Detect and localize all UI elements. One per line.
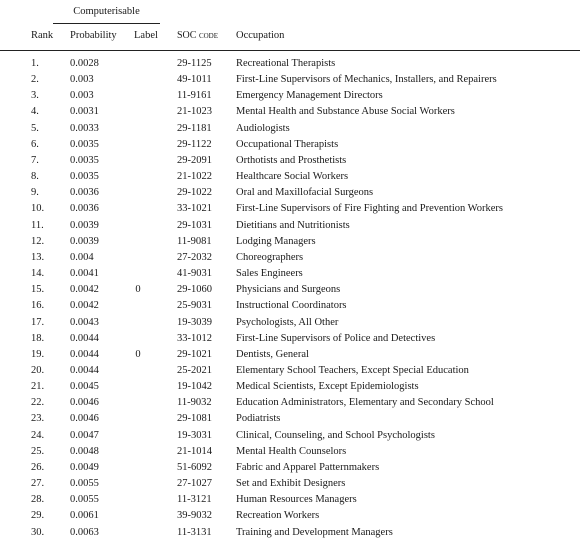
- soc-code-cell: 29-1022: [177, 187, 212, 199]
- table-row: [0, 137, 580, 153]
- occupation-cell: Fabric and Apparel Patternmakers: [236, 461, 380, 473]
- probability-cell: 0.003: [70, 90, 94, 102]
- probability-cell: 0.0055: [70, 478, 99, 490]
- probability-cell: 0.0036: [70, 187, 99, 199]
- occupation-cell: Medical Scientists, Except Epidemiologists: [236, 381, 419, 393]
- rank-cell: 22.: [31, 397, 45, 409]
- occupation-cell: Elementary School Teachers, Except Special Education: [236, 364, 469, 376]
- probability-cell: 0.0046: [70, 397, 99, 409]
- occupation-cell: Occupational Therapists: [236, 138, 339, 150]
- soc-code-cell: 41-9031: [177, 268, 212, 280]
- occupation-cell: Oral and Maxillofacial Surgeons: [236, 187, 374, 199]
- rank-cell: 15.: [31, 284, 45, 296]
- probability-cell: 0.0039: [70, 235, 99, 247]
- probability-cell: 0.0039: [70, 219, 99, 231]
- computerisable-group-header: Computerisable: [73, 6, 140, 17]
- occupation-cell: Recreational Therapists: [236, 58, 336, 69]
- table-row: [0, 121, 580, 137]
- occupation-cell: Psychologists, All Other: [236, 316, 339, 328]
- rank-cell: 6.: [31, 138, 39, 150]
- probability-cell: 0.0055: [70, 494, 99, 506]
- soc-code-cell: 51-6092: [177, 461, 212, 473]
- table-row: [0, 72, 580, 88]
- soc-code-cell: 29-1122: [177, 138, 212, 150]
- occupation-cell: Instructional Coordinators: [236, 300, 347, 312]
- rank-cell: 28.: [31, 494, 45, 506]
- probability-cell: 0.0035: [70, 138, 99, 150]
- rank-cell: 7.: [31, 154, 39, 166]
- probability-cell: 0.004: [70, 251, 94, 263]
- label-column-header: Label: [134, 30, 158, 41]
- probability-cell: 0.0036: [70, 203, 99, 215]
- rank-cell: 16.: [31, 300, 45, 312]
- header-rule: [0, 50, 580, 51]
- table-row: [0, 428, 580, 444]
- table-row: [0, 315, 580, 331]
- soc-code-cell: 29-2091: [177, 154, 212, 166]
- occupation-cell: Dentists, General: [236, 348, 309, 360]
- probability-cell: 0.0042: [70, 300, 99, 312]
- soc-code-cell: 19-3039: [177, 316, 212, 328]
- rank-cell: 20.: [31, 364, 45, 376]
- probability-cell: 0.003: [70, 74, 94, 86]
- soc-code-cell: 29-1021: [177, 348, 212, 360]
- rank-cell: 30.: [31, 526, 45, 538]
- soc-code-cell: 21-1023: [177, 106, 212, 118]
- label-cell: 0: [135, 284, 141, 296]
- soc-code-cell: 27-1027: [177, 478, 212, 490]
- probability-cell: 0.0043: [70, 316, 99, 328]
- table-row: [0, 347, 580, 363]
- probability-cell: 0.0045: [70, 381, 99, 393]
- rank-cell: 25.: [31, 445, 45, 457]
- rank-cell: 23.: [31, 413, 45, 425]
- probability-column-header: Probability: [70, 30, 117, 41]
- rank-cell: 10.: [31, 203, 45, 215]
- table-row: [0, 201, 580, 217]
- rank-cell: 3.: [31, 90, 39, 102]
- table-row: [0, 363, 580, 379]
- rank-cell: 24.: [31, 429, 45, 441]
- rank-cell: 9.: [31, 187, 39, 199]
- rank-column-header: Rank: [31, 30, 54, 41]
- occupation-cell: Healthcare Social Workers: [236, 171, 349, 183]
- soc-code-cell: 25-9031: [177, 300, 212, 312]
- soc-code-cell: 33-1012: [177, 332, 212, 344]
- table-row: [0, 234, 580, 250]
- occupation-cell: Sales Engineers: [236, 268, 303, 280]
- label-cell: 0: [135, 348, 141, 360]
- table-row: [0, 153, 580, 169]
- rank-cell: 14.: [31, 268, 45, 280]
- occupation-cell: Orthotists and Prosthetists: [236, 154, 347, 166]
- occupation-cell: Audiologists: [236, 122, 290, 134]
- rank-cell: 26.: [31, 461, 45, 473]
- table-row: [0, 250, 580, 266]
- probability-cell: 0.0028: [70, 58, 99, 69]
- rank-cell: 27.: [31, 478, 45, 490]
- rank-cell: 8.: [31, 171, 39, 183]
- rank-cell: 19.: [31, 348, 45, 360]
- rank-cell: 17.: [31, 316, 45, 328]
- soc-code-cell: 33-1021: [177, 203, 212, 215]
- occupation-cell: Training and Development Managers: [236, 526, 393, 538]
- probability-cell: 0.0033: [70, 122, 99, 134]
- rank-cell: 4.: [31, 106, 39, 118]
- rank-cell: 11.: [31, 219, 44, 231]
- soc-code-cell: 39-9032: [177, 510, 212, 522]
- probability-cell: 0.0041: [70, 268, 99, 280]
- probability-cell: 0.0061: [70, 510, 99, 522]
- occupation-cell: Education Administrators, Elementary and Secondary School: [236, 397, 494, 409]
- table-row: [0, 411, 580, 427]
- occupation-cell: Set and Exhibit Designers: [236, 478, 346, 490]
- table-row: [0, 525, 580, 541]
- table-row: [0, 508, 580, 524]
- table-row: [0, 444, 580, 460]
- soc-code-cell: 29-1125: [177, 58, 212, 69]
- soc-code-cell: 29-1081: [177, 413, 212, 425]
- table-row: [0, 298, 580, 314]
- table-row: [0, 282, 580, 298]
- table-row: [0, 185, 580, 201]
- probability-cell: 0.0063: [70, 526, 99, 538]
- soc-code-cell: 11-3131: [177, 526, 212, 538]
- occupation-cell: Emergency Management Directors: [236, 90, 383, 102]
- occupation-cell: First-Line Supervisors of Fire Fighting and Prevention Workers: [236, 203, 503, 215]
- soc-code-cell: 29-1031: [177, 219, 212, 231]
- probability-cell: 0.0044: [70, 332, 99, 344]
- soc-code-cell: 21-1014: [177, 445, 212, 457]
- probability-cell: 0.0031: [70, 106, 99, 118]
- occupation-cell: Choreographers: [236, 251, 304, 263]
- probability-cell: 0.0035: [70, 171, 99, 183]
- soc-code-cell: 25-2021: [177, 364, 212, 376]
- soc-code-cell: 49-1011: [177, 74, 212, 86]
- soc-code-cell: 21-1022: [177, 171, 212, 183]
- table-row: [0, 218, 580, 234]
- soc-code-cell: 29-1181: [177, 122, 212, 134]
- probability-cell: 0.0042: [70, 284, 99, 296]
- probability-cell: 0.0044: [70, 364, 99, 376]
- soc-code-column-header: SOC code: [177, 30, 219, 41]
- table-row: [0, 395, 580, 411]
- occupation-cell: Recreation Workers: [236, 510, 320, 522]
- probability-cell: 0.0049: [70, 461, 99, 473]
- occupation-cell: Lodging Managers: [236, 235, 316, 247]
- table-row: [0, 169, 580, 185]
- occupation-cell: First-Line Supervisors of Police and Detectives: [236, 332, 436, 344]
- table-row: [0, 56, 580, 72]
- group-header-rule: [53, 23, 160, 24]
- table-row: [0, 331, 580, 347]
- occupation-column-header: Occupation: [236, 30, 285, 41]
- rank-cell: 13.: [31, 251, 45, 263]
- rank-cell: 18.: [31, 332, 45, 344]
- rank-cell: 21.: [31, 381, 45, 393]
- soc-code-cell: 11-9032: [177, 397, 212, 409]
- table-row: [0, 88, 580, 104]
- table-row: [0, 492, 580, 508]
- table-row: [0, 266, 580, 282]
- probability-cell: 0.0046: [70, 413, 99, 425]
- probability-cell: 0.0048: [70, 445, 99, 457]
- occupation-cell: Dietitians and Nutritionists: [236, 219, 350, 231]
- rank-cell: 2.: [31, 74, 39, 86]
- rank-cell: 5.: [31, 122, 39, 134]
- table-row: [0, 379, 580, 395]
- occupation-cell: Mental Health Counselors: [236, 445, 347, 457]
- soc-code-cell: 29-1060: [177, 284, 212, 296]
- soc-code-cell: 11-3121: [177, 494, 212, 506]
- occupation-cell: Human Resources Managers: [236, 494, 357, 506]
- soc-code-cell: 11-9081: [177, 235, 212, 247]
- rank-cell: 12.: [31, 235, 45, 247]
- occupation-cell: First-Line Supervisors of Mechanics, Installers, and Repairers: [236, 74, 497, 86]
- probability-cell: 0.0047: [70, 429, 99, 441]
- soc-code-cell: 11-9161: [177, 90, 212, 102]
- occupation-cell: Podiatrists: [236, 413, 281, 425]
- table-header-row: [0, 30, 580, 46]
- occupation-cell: Clinical, Counseling, and School Psychologists: [236, 429, 435, 441]
- soc-code-cell: 19-1042: [177, 381, 212, 393]
- soc-code-cell: 27-2032: [177, 251, 212, 263]
- probability-cell: 0.0035: [70, 154, 99, 166]
- table-row: [0, 460, 580, 476]
- soc-code-cell: 19-3031: [177, 429, 212, 441]
- table-row: [0, 476, 580, 492]
- probability-cell: 0.0044: [70, 348, 99, 360]
- table-body: [0, 56, 580, 541]
- rank-cell: 29.: [31, 510, 45, 522]
- table-row: [0, 104, 580, 120]
- rank-cell: 1.: [31, 58, 39, 69]
- occupation-cell: Mental Health and Substance Abuse Social Workers: [236, 106, 455, 118]
- occupation-cell: Physicians and Surgeons: [236, 284, 341, 296]
